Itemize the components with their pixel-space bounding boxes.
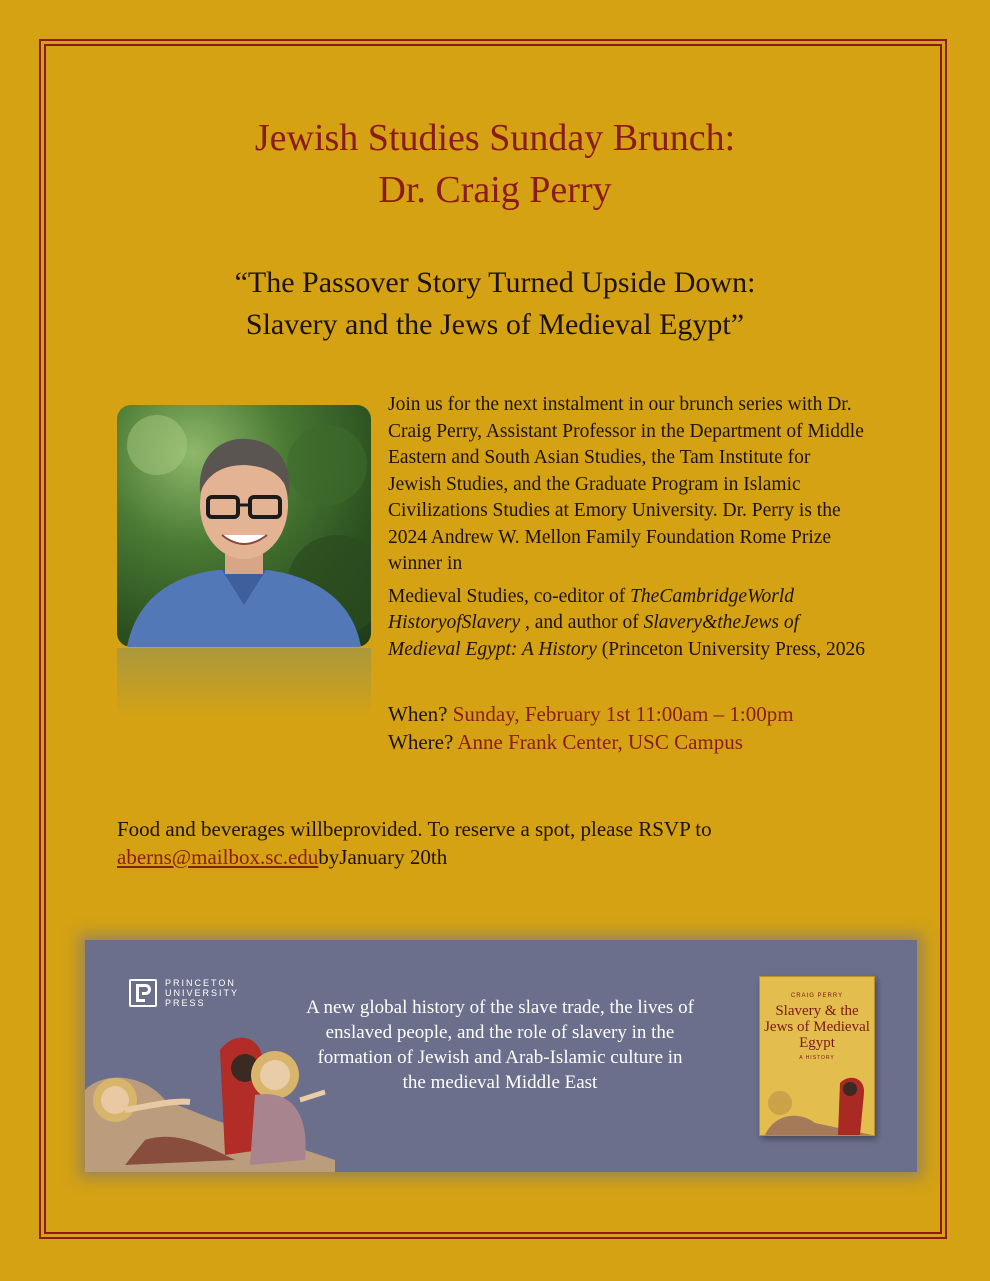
rsvp-line-2 bbox=[117, 843, 877, 871]
speaker-photo bbox=[117, 405, 371, 647]
book-title-slavery: Slavery&theJews of Medieval Egypt: A History bbox=[388, 612, 800, 660]
event-title bbox=[0, 112, 990, 216]
bio-paragraph: Join us for the next instalment in our brunch series with Dr. Craig Perry, Assistant Professor in the Department of Middle Eastern and South Asian Studies, the Tam Institute for Jewish Studies, and the Graduate Program in Islamic Civilizations Studies at Emory University. Dr. Perry is the 2024 Andrew W. Mellon Family Foundation Rome Prize winner in bbox=[388, 394, 864, 574]
book-cover-title: Slavery & the Jews of Medieval Egypt bbox=[764, 1003, 870, 1051]
medieval-illustration-icon bbox=[85, 1030, 335, 1172]
publisher-line-1: PRINCETON bbox=[165, 978, 236, 988]
bio-post: (Princeton University Press, 2026 bbox=[596, 638, 865, 660]
book-promo-banner bbox=[85, 940, 917, 1172]
publisher-line-2: UNIVERSITY bbox=[165, 988, 240, 998]
title-line-2: Dr. Craig Perry bbox=[378, 169, 612, 211]
princeton-press-mark-icon bbox=[129, 979, 157, 1007]
where-line bbox=[388, 728, 888, 756]
talk-title bbox=[0, 262, 990, 346]
book-cover-art-icon bbox=[760, 1073, 872, 1135]
bio-pre: Medieval Studies, co-editor of bbox=[388, 585, 631, 607]
when-line bbox=[388, 700, 888, 728]
speaker-bio bbox=[388, 392, 868, 663]
when-label: When? bbox=[388, 702, 453, 726]
rsvp-section bbox=[117, 815, 877, 871]
publisher-line-3: PRESS bbox=[165, 998, 206, 1008]
book-blurb: A new global history of the slave trade, the lives of enslaved people, and the role of slavery in the formation of Jewish and Arab-Islamic culture in the medieval Middle East bbox=[306, 997, 694, 1093]
where-label: Where? bbox=[388, 730, 458, 754]
rsvp-deadline: byJanuary 20th bbox=[318, 845, 448, 869]
speaker-photo-reflection bbox=[117, 648, 371, 718]
title-line-1: Jewish Studies Sunday Brunch: bbox=[254, 117, 736, 159]
princeton-press-wordmark bbox=[165, 978, 239, 1008]
when-value: Sunday, February 1st 11:00am – 1:00pm bbox=[452, 702, 794, 726]
book-cover-subtitle: A HISTORY bbox=[799, 1055, 835, 1061]
speaker-portrait-icon bbox=[117, 405, 371, 647]
talk-title-line-2: Slavery and the Jews of Medieval Egypt” bbox=[245, 308, 745, 341]
talk-title-line-1: “The Passover Story Turned Upside Down: bbox=[234, 266, 756, 299]
where-value: Anne Frank Center, USC Campus bbox=[457, 730, 743, 754]
bio-publications bbox=[388, 584, 868, 664]
rsvp-email-link[interactable]: aberns@mailbox.sc.edu bbox=[117, 845, 319, 869]
book-cover bbox=[759, 976, 875, 1136]
event-details bbox=[388, 700, 888, 756]
bio-mid: , and author of bbox=[520, 612, 644, 633]
book-title-cambridge: TheCambridgeWorld HistoryofSlavery bbox=[388, 585, 795, 633]
rsvp-text: Food and beverages willbeprovided. To reserve a spot, please RSVP to bbox=[117, 817, 712, 841]
book-cover-author: CRAIG PERRY bbox=[790, 993, 844, 999]
princeton-press-logo bbox=[129, 978, 239, 1008]
